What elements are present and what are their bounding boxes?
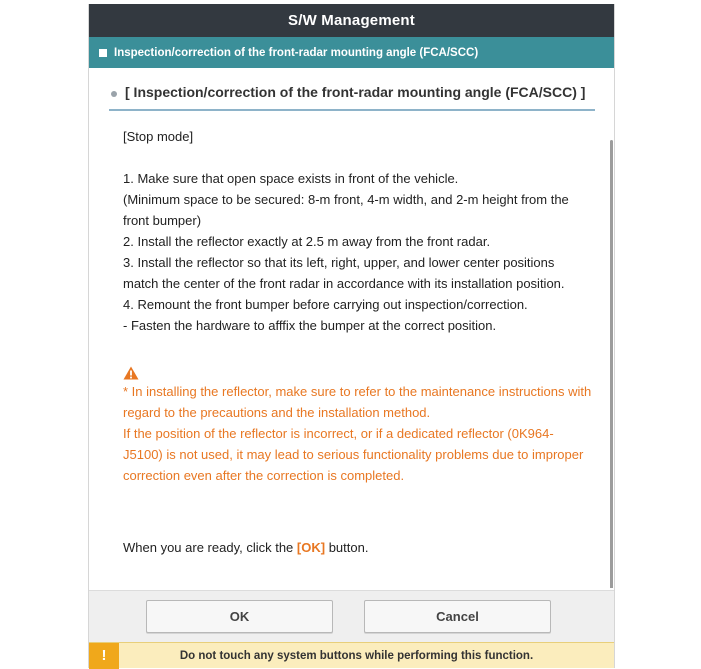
content-scrollbar[interactable] [610,140,613,588]
notice-bar [89,642,614,668]
circle-bullet-icon [111,91,117,97]
section-heading-text: [ Inspection/correction of the front-radar mounting angle (FCA/SCC) ] [125,84,586,100]
ready-prompt-after: button. [325,540,369,555]
warning-triangle-icon [123,366,139,380]
ready-prompt-ok-highlight: [OK] [296,540,326,555]
instruction-line: 2. Install the reflector exactly at 2.5 m away from the front radar. [123,234,491,249]
content-area[interactable] [89,68,614,588]
instruction-line: 4. Remount the front bumper before carrying out inspection/correction. [123,297,528,312]
notice-text: Do not touch any system buttons while performing this function. [179,649,534,662]
subheader-text: Inspection/correction of the front-radar mounting angle (FCA/SCC) [114,46,479,59]
section-heading [109,84,595,111]
instruction-line: 3. Install the reflector so that its left, right, upper, and lower center positions match the center of the front radar in accordance with its installation position. [123,255,565,291]
instruction-line: - Fasten the hardware to afffix the bumper at the correct position. [123,318,497,333]
exclamation-icon: ! [89,643,119,669]
instruction-line: (Minimum space to be secured: 8-m front, 4-m width, and 2-m height from the front bumper) [123,192,569,228]
sw-management-dialog [88,4,615,668]
mode-label: [Stop mode] [123,129,194,144]
warning-line: If the position of the reflector is incorrect, or if a dedicated reflector (0K964-J5100) is not used, it may lead to serious functionality problems due to improper correction even after the correction is completed. [123,426,584,483]
button-bar [89,590,614,642]
ready-prompt [123,537,593,558]
ok-button[interactable]: OK [146,600,333,633]
instructions-body [123,126,593,558]
cancel-button[interactable]: Cancel [364,600,551,633]
square-bullet-icon [99,49,107,57]
ready-prompt-before: When you are ready, click the [123,540,297,555]
subheader-bar [89,37,614,68]
warning-line: * In installing the reflector, make sure to refer to the maintenance instructions with regard to the precautions and the installation method. [123,384,592,420]
instruction-line: 1. Make sure that open space exists in front of the vehicle. [123,171,459,186]
dialog-title: S/W Management [89,4,614,37]
